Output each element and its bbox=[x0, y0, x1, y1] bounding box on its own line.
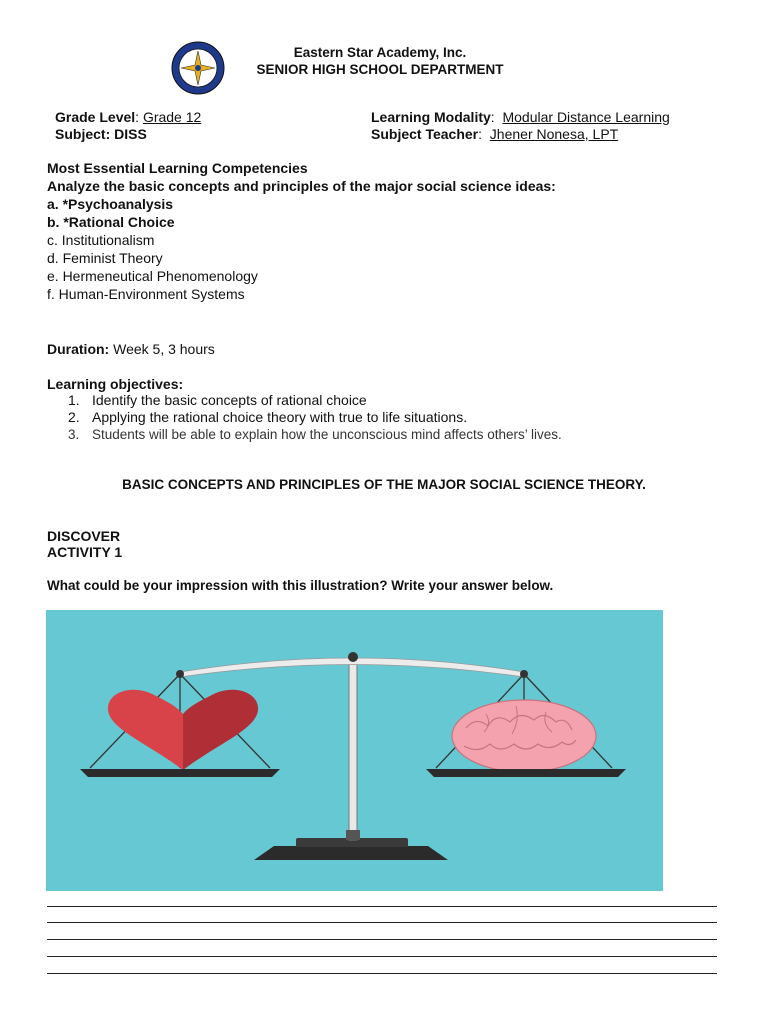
competencies-heading: Most Essential Learning Competencies bbox=[47, 160, 308, 176]
brain-icon bbox=[452, 700, 596, 772]
school-name: Eastern Star Academy, Inc. bbox=[293, 45, 467, 60]
grade-level-row: Grade Level: Grade 12 bbox=[55, 109, 202, 125]
duration-row bbox=[47, 340, 215, 358]
answer-line[interactable] bbox=[47, 973, 717, 974]
objective-item: 1. Identify the basic concepts of rational choice bbox=[68, 392, 367, 408]
activity-heading: ACTIVITY 1 bbox=[47, 544, 123, 560]
discover-heading: DISCOVER bbox=[47, 528, 121, 544]
activity-question: What could be your impression with this illustration? Write your answer below. bbox=[47, 578, 554, 593]
competency-item: f. Human-Environment Systems bbox=[47, 286, 245, 302]
department-name: SENIOR HIGH SCHOOL DEPARTMENT bbox=[256, 62, 504, 77]
school-logo bbox=[170, 40, 226, 96]
competency-item: d. Feminist Theory bbox=[47, 250, 163, 266]
answer-line[interactable] bbox=[47, 906, 717, 907]
modality-label: Learning Modality bbox=[371, 109, 491, 125]
answer-line[interactable] bbox=[47, 939, 717, 940]
answer-line[interactable] bbox=[47, 922, 717, 923]
teacher-row: Subject Teacher: Jhener Nonesa, LPT bbox=[371, 126, 619, 142]
competency-item: c. Institutionalism bbox=[47, 232, 155, 248]
school-seal-icon bbox=[170, 40, 226, 96]
answer-line[interactable] bbox=[47, 956, 717, 957]
competency-item: b. *Rational Choice bbox=[47, 214, 175, 230]
section-title: BASIC CONCEPTS AND PRINCIPLES OF THE MAJOR SOCIAL SCIENCE THEORY. bbox=[122, 477, 646, 492]
modality-row: Learning Modality: Modular Distance Learning bbox=[371, 109, 670, 125]
balance-scale-illustration bbox=[46, 610, 663, 891]
grade-level-value: Grade 12 bbox=[142, 109, 202, 125]
objective-item: 2. Applying the rational choice theory with true to life situations. bbox=[68, 409, 468, 425]
subject-label: Subject: DISS bbox=[55, 126, 147, 142]
objectives-heading: Learning objectives: bbox=[47, 376, 184, 392]
modality-value: Modular Distance Learning bbox=[502, 109, 670, 125]
teacher-value: Jhener Nonesa, LPT bbox=[489, 126, 619, 142]
document-header bbox=[230, 44, 530, 78]
heart-brain-scale-image bbox=[46, 610, 663, 891]
objective-item: 3. Students will be able to explain how the unconscious mind affects others’ lives. bbox=[68, 427, 562, 442]
competency-item: e. Hermeneutical Phenomenology bbox=[47, 268, 258, 284]
duration-value: Week 5, 3 hours bbox=[113, 341, 215, 357]
teacher-label: Subject Teacher bbox=[371, 126, 479, 142]
competencies-intro: Analyze the basic concepts and principles of the major social science ideas: bbox=[47, 178, 556, 194]
grade-level-label: Grade Level bbox=[55, 109, 136, 125]
competency-item: a. *Psychoanalysis bbox=[47, 196, 174, 212]
duration-label: Duration: bbox=[47, 341, 110, 357]
